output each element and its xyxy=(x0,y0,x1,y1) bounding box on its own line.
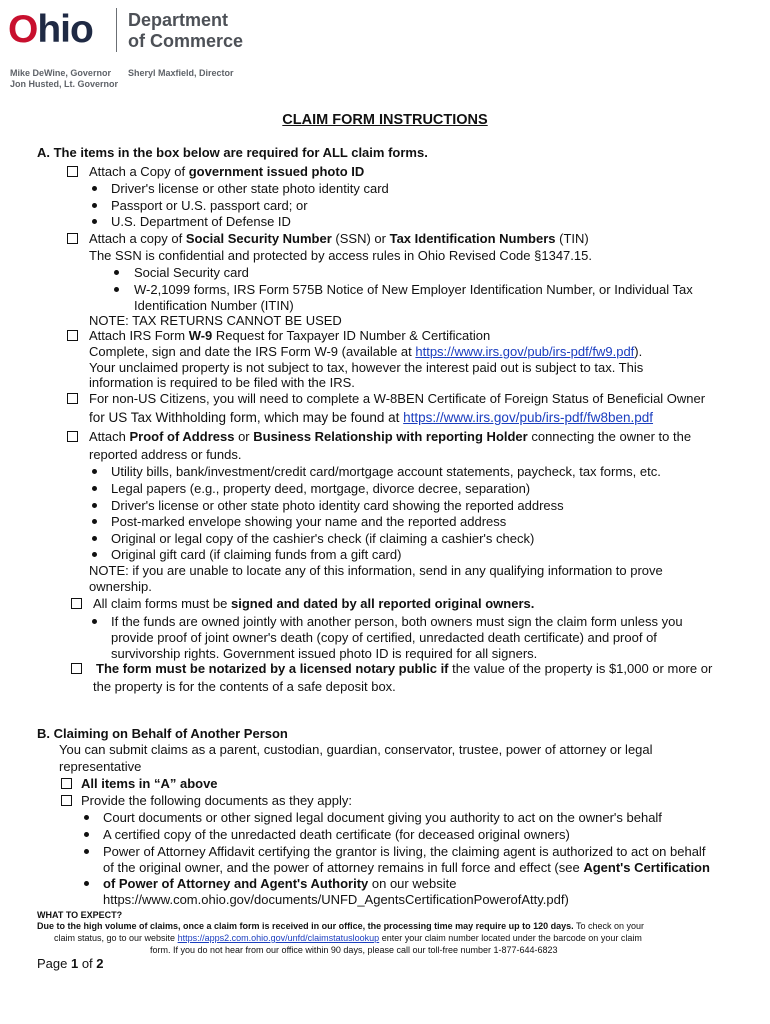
item-provide-documents: Provide the following documents as they apply: xyxy=(81,793,352,808)
bullet xyxy=(92,203,97,208)
expect-line-1: Due to the high volume of claims, once a claim form is received in our office, the processing time may require up to 120 days. To check on your xyxy=(37,921,645,931)
proof-line-2: reported address or funds. xyxy=(89,447,242,462)
tax-note-line: Your unclaimed property is not subject to tax, however the interest paid out is subject to tax. This xyxy=(89,360,644,375)
w9-instructions: Complete, sign and date the IRS Form W-9 (available at https://www.irs.gov/pub/irs-pdf/fw9.pdf). xyxy=(89,344,643,359)
item-proof-of-address: Attach Proof of Address or Business Relationship with reporting Holder connecting the owner to the xyxy=(89,429,692,444)
ownership-note-cont: ownership. xyxy=(89,579,152,594)
ohio-logo xyxy=(8,10,93,50)
bullet xyxy=(92,552,97,557)
list-item: Driver's license or other state photo identity card xyxy=(111,181,389,196)
list-item: of Power of Attorney and Agent's Authority on our website xyxy=(103,876,457,891)
checkbox-photo-id[interactable] xyxy=(67,166,78,177)
logo-hio: hio xyxy=(37,8,93,51)
dept-line-2: of Commerce xyxy=(128,31,244,51)
list-item: U.S. Department of Defense ID xyxy=(111,214,291,229)
list-item: Post-marked envelope showing your name and the reported address xyxy=(111,514,507,529)
item-notarized: The form must be notarized by a licensed notary public if the value of the property is $1,000 or more or xyxy=(96,661,713,676)
officials xyxy=(10,68,118,90)
list-item-cont: provide proof of joint owner's death (copy of certified, unredacted death certificate) and proof of xyxy=(111,630,657,645)
bullet xyxy=(92,619,97,624)
w9-link[interactable]: https://www.irs.gov/pub/irs-pdf/fw9.pdf xyxy=(415,344,635,359)
director: Sheryl Maxfield, Director xyxy=(128,68,234,78)
checkbox-w9[interactable] xyxy=(67,330,78,341)
logo-divider xyxy=(116,8,117,52)
checkbox-proof-of-address[interactable] xyxy=(67,431,78,442)
bullet xyxy=(92,536,97,541)
bullet xyxy=(84,815,89,820)
list-item: Driver's license or other state photo identity card showing the reported address xyxy=(111,498,564,513)
list-item: W-2,1099 forms, IRS Form 575B Notice of New Employer Identification Number, or Individual Tax xyxy=(134,282,693,297)
bullet xyxy=(92,469,97,474)
bullet xyxy=(92,186,97,191)
page-number: Page 1 of 2 xyxy=(37,956,104,971)
bullet xyxy=(84,832,89,837)
list-item-cont: survivorship rights. Government issued photo ID is required for all signers. xyxy=(111,646,538,661)
bullet xyxy=(92,219,97,224)
item-w8ben: For non-US Citizens, you will need to complete a W-8BEN Certificate of Foreign Status of Beneficial Owner xyxy=(89,391,706,406)
ownership-note: NOTE: if you are unable to locate any of this information, send in any qualifying information to prove xyxy=(89,563,663,578)
item-w9: Attach IRS Form W-9 Request for Taxpayer ID Number & Certification xyxy=(89,328,491,343)
item-ssn: Attach a copy of Social Security Number (SSN) or Tax Identification Numbers (TIN) xyxy=(89,231,589,246)
checkbox-signed[interactable] xyxy=(71,598,82,609)
dept-line-1: Department xyxy=(128,10,229,30)
bullet xyxy=(84,881,89,886)
section-b-intro-cont: representative xyxy=(59,759,142,774)
expect-heading: WHAT TO EXPECT? xyxy=(37,910,123,920)
governor: Mike DeWine, Governor xyxy=(10,68,111,78)
checkbox-provide-documents[interactable] xyxy=(61,795,72,806)
bullet xyxy=(92,519,97,524)
list-item: Utility bills, bank/investment/credit card/mortgage account statements, paycheck, tax forms, etc. xyxy=(111,464,661,479)
bullet xyxy=(92,486,97,491)
list-item: Passport or U.S. passport card; or xyxy=(111,198,308,213)
bullet xyxy=(114,287,119,292)
list-item: A certified copy of the unredacted death certificate (for deceased original owners) xyxy=(103,827,570,842)
w8ben-line: for US Tax Withholding form, which may be found at https://www.irs.gov/pub/irs-pdf/fw8ben.pdf xyxy=(89,410,654,425)
department-name xyxy=(128,10,243,52)
bullet xyxy=(92,503,97,508)
section-a-heading: A. The items in the box below are required for ALL claim forms. xyxy=(37,145,428,160)
bullet xyxy=(84,849,89,854)
claim-status-link[interactable]: https://apps2.com.ohio.gov/unfd/claimstatuslookup xyxy=(177,933,380,943)
page-title: CLAIM FORM INSTRUCTIONS xyxy=(282,112,488,128)
list-item: Court documents or other signed legal document giving you authority to act on the owner's behalf xyxy=(103,810,662,825)
list-item: Original or legal copy of the cashier's check (if claiming a cashier's check) xyxy=(111,531,535,546)
list-item: Legal papers (e.g., property deed, mortgage, divorce decree, separation) xyxy=(111,481,531,496)
w8ben-link[interactable]: https://www.irs.gov/pub/irs-pdf/fw8ben.pdf xyxy=(403,410,654,425)
tax-returns-note: NOTE: TAX RETURNS CANNOT BE USED xyxy=(89,313,342,328)
expect-line-2: claim status, go to our website https://apps2.com.ohio.gov/unfd/claimstatuslookup enter your claim number located under the barcode on your claim xyxy=(54,933,642,943)
bullet xyxy=(114,270,119,275)
list-item: Original gift card (if claiming funds from a gift card) xyxy=(111,547,402,562)
checkbox-all-items-a[interactable] xyxy=(61,778,72,789)
list-item: Power of Attorney Affidavit certifying the grantor is living, the claiming agent is authorized to act on behalf xyxy=(103,844,706,859)
checkbox-w8ben[interactable] xyxy=(67,393,78,404)
notarized-line-2: the property is for the contents of a safe deposit box. xyxy=(93,679,396,694)
checkbox-notarized[interactable] xyxy=(71,663,82,674)
item-photo-id: Attach a Copy of government issued photo ID xyxy=(89,164,365,179)
section-b-intro: You can submit claims as a parent, custodian, guardian, conservator, trustee, power of attorney or legal xyxy=(59,742,653,757)
list-item: If the funds are owned jointly with another person, both owners must sign the claim form unless you xyxy=(111,614,683,629)
list-item-cont: of the original owner, and the power of attorney remains in full force and effect (see Agent's Certification xyxy=(103,860,710,875)
item-signed: All claim forms must be signed and dated by all reported original owners. xyxy=(93,596,535,611)
agents-certification-url: https://www.com.ohio.gov/documents/UNFD_AgentsCertificationPowerofAtty.pdf) xyxy=(103,892,569,907)
expect-line-3: form. If you do not hear from our office within 90 days, please call our toll-free number 1-877-644-6823 xyxy=(150,945,558,955)
tax-note-line: information is required to be filed with the IRS. xyxy=(89,375,355,390)
logo-o: O xyxy=(8,8,38,51)
lt-governor: Jon Husted, Lt. Governor xyxy=(10,79,119,89)
list-item-cont: Identification Number (ITIN) xyxy=(134,298,294,313)
ssn-confidential: The SSN is confidential and protected by access rules in Ohio Revised Code §1347.15. xyxy=(89,248,592,263)
checkbox-ssn[interactable] xyxy=(67,233,78,244)
section-b-heading: B. Claiming on Behalf of Another Person xyxy=(37,726,288,741)
list-item: Social Security card xyxy=(134,265,249,280)
item-all-items-a: All items in “A” above xyxy=(81,776,218,791)
